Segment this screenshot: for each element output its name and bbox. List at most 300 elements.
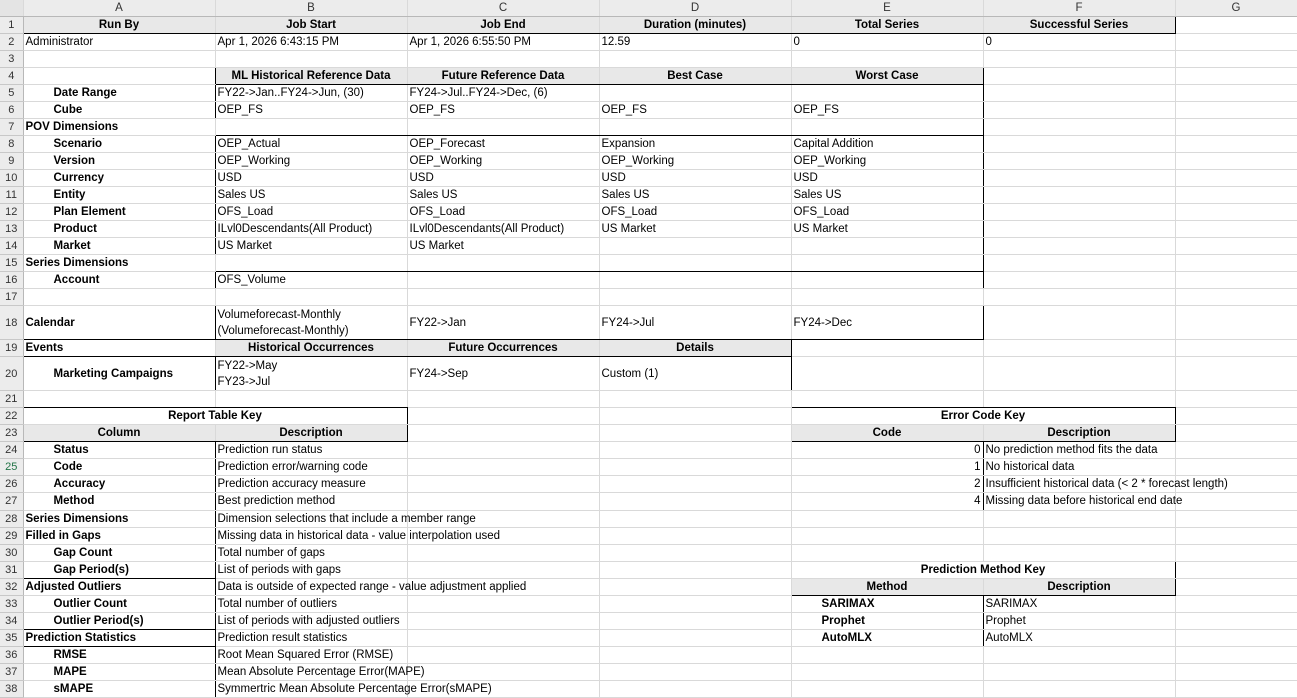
method-desc[interactable]: AutoMLX xyxy=(983,629,1175,646)
column-header-g[interactable]: G xyxy=(1175,0,1297,17)
cell[interactable]: OEP_Forecast xyxy=(407,136,599,153)
error-code[interactable]: 1 xyxy=(791,459,983,476)
cell[interactable] xyxy=(599,680,791,697)
cell[interactable] xyxy=(1175,306,1297,340)
header-cell[interactable]: ML Historical Reference Data xyxy=(215,68,407,85)
key-desc[interactable]: Total number of gaps xyxy=(215,544,407,561)
key-desc[interactable]: List of periods with adjusted outliers xyxy=(215,612,407,629)
cell[interactable] xyxy=(983,51,1175,68)
row-header[interactable]: 31 xyxy=(0,561,23,578)
cell[interactable] xyxy=(983,663,1175,680)
cell[interactable] xyxy=(791,51,983,68)
cell[interactable] xyxy=(791,680,983,697)
column-header-e[interactable]: E xyxy=(791,0,983,17)
cell[interactable]: 12.59 xyxy=(599,34,791,51)
cell[interactable] xyxy=(407,476,599,493)
cell[interactable] xyxy=(407,646,599,663)
cell[interactable] xyxy=(1175,272,1297,289)
error-desc[interactable]: No historical data xyxy=(983,459,1175,476)
header-cell[interactable]: Historical Occurrences xyxy=(215,340,407,357)
method-key-title[interactable]: Prediction Method Key xyxy=(791,561,1175,578)
error-key-title[interactable]: Error Code Key xyxy=(791,408,1175,425)
cell[interactable] xyxy=(1175,17,1297,34)
cell[interactable] xyxy=(983,119,1175,136)
cell[interactable] xyxy=(599,663,791,680)
cell[interactable] xyxy=(791,646,983,663)
error-code[interactable]: 0 xyxy=(791,442,983,459)
row-header[interactable]: 32 xyxy=(0,578,23,595)
row-header[interactable]: 21 xyxy=(0,391,23,408)
cell[interactable] xyxy=(791,119,983,136)
cell[interactable] xyxy=(599,425,791,442)
cell[interactable]: ILvl0Descendants(All Product) xyxy=(215,221,407,238)
cell[interactable]: Apr 1, 2026 6:43:15 PM xyxy=(215,34,407,51)
header-cell[interactable]: Future Occurrences xyxy=(407,340,599,357)
cell[interactable] xyxy=(407,663,599,680)
row-header[interactable]: 23 xyxy=(0,425,23,442)
cell[interactable] xyxy=(983,527,1175,544)
row-header[interactable]: 19 xyxy=(0,340,23,357)
cell[interactable] xyxy=(215,51,407,68)
cell[interactable] xyxy=(1175,544,1297,561)
key-label[interactable]: Series Dimensions xyxy=(23,510,215,527)
label-cell[interactable]: Entity xyxy=(23,187,215,204)
cell[interactable] xyxy=(791,663,983,680)
cell[interactable] xyxy=(791,510,983,527)
cell[interactable]: FY24->Jul..FY24->Dec, (6) xyxy=(407,85,599,102)
key-desc[interactable]: Prediction result statistics xyxy=(215,629,407,646)
row-header[interactable]: 10 xyxy=(0,170,23,187)
label-cell[interactable]: Currency xyxy=(23,170,215,187)
header-cell[interactable]: Duration (minutes) xyxy=(599,17,791,34)
cell[interactable] xyxy=(599,476,791,493)
cell[interactable] xyxy=(23,289,215,306)
cell[interactable] xyxy=(983,187,1175,204)
row-header[interactable]: 24 xyxy=(0,442,23,459)
key-desc[interactable]: List of periods with gaps xyxy=(215,561,407,578)
cell[interactable]: Administrator xyxy=(23,34,215,51)
row-header[interactable]: 20 xyxy=(0,357,23,391)
cell[interactable] xyxy=(983,272,1175,289)
cell[interactable]: ILvl0Descendants(All Product) xyxy=(407,221,599,238)
label-cell[interactable]: Version xyxy=(23,153,215,170)
error-desc[interactable]: Insufficient historical data (< 2 * forecast length) xyxy=(983,476,1175,493)
cell[interactable]: USD xyxy=(791,170,983,187)
cell[interactable] xyxy=(407,425,599,442)
row-header[interactable]: 33 xyxy=(0,595,23,612)
cell[interactable]: OFS_Volume xyxy=(215,272,407,289)
cell[interactable] xyxy=(599,493,791,510)
cell[interactable] xyxy=(983,170,1175,187)
cell[interactable]: OFS_Load xyxy=(791,204,983,221)
cell[interactable] xyxy=(983,136,1175,153)
cell[interactable]: FY24->Sep xyxy=(407,357,599,391)
cell[interactable] xyxy=(599,442,791,459)
cell[interactable] xyxy=(1175,578,1297,595)
row-header[interactable]: 13 xyxy=(0,221,23,238)
cell[interactable] xyxy=(1175,442,1297,459)
header-cell[interactable]: Description xyxy=(983,578,1175,595)
cell[interactable] xyxy=(983,544,1175,561)
cell[interactable] xyxy=(791,85,983,102)
cell[interactable] xyxy=(1175,510,1297,527)
label-cell[interactable]: Plan Element xyxy=(23,204,215,221)
key-label[interactable]: Gap Count xyxy=(23,544,215,561)
label-cell[interactable]: Date Range xyxy=(23,85,215,102)
cell[interactable] xyxy=(1175,459,1297,476)
cell[interactable] xyxy=(215,255,407,272)
label-cell[interactable]: Calendar xyxy=(23,306,215,340)
calendar-source-cell[interactable] xyxy=(215,306,407,340)
key-desc[interactable]: Prediction run status xyxy=(215,442,407,459)
cell[interactable] xyxy=(407,255,599,272)
row-header[interactable]: 37 xyxy=(0,663,23,680)
cell[interactable] xyxy=(215,289,407,306)
section-label[interactable]: POV Dimensions xyxy=(23,119,215,136)
cell[interactable] xyxy=(983,85,1175,102)
key-label[interactable]: Code xyxy=(23,459,215,476)
error-code[interactable]: 2 xyxy=(791,476,983,493)
row-header[interactable]: 8 xyxy=(0,136,23,153)
method-name[interactable]: Prophet xyxy=(791,612,983,629)
row-header[interactable]: 7 xyxy=(0,119,23,136)
error-desc[interactable]: No prediction method fits the data xyxy=(983,442,1175,459)
cell[interactable] xyxy=(1175,170,1297,187)
label-cell[interactable]: Market xyxy=(23,238,215,255)
cell[interactable] xyxy=(1175,221,1297,238)
method-desc[interactable]: SARIMAX xyxy=(983,595,1175,612)
cell[interactable]: Custom (1) xyxy=(599,357,791,391)
header-cell[interactable]: Description xyxy=(215,425,407,442)
cell[interactable]: FY24->Dec xyxy=(791,306,983,340)
cell[interactable] xyxy=(1175,408,1297,425)
row-header[interactable]: 6 xyxy=(0,102,23,119)
cell[interactable] xyxy=(599,527,791,544)
header-cell[interactable]: Job End xyxy=(407,17,599,34)
cell[interactable] xyxy=(1175,680,1297,697)
row-header[interactable]: 3 xyxy=(0,51,23,68)
cell[interactable] xyxy=(1175,357,1297,391)
cell[interactable]: FY22->Jan..FY24->Jun, (30) xyxy=(215,85,407,102)
cell[interactable] xyxy=(983,680,1175,697)
row-header[interactable]: 38 xyxy=(0,680,23,697)
row-header[interactable]: 2 xyxy=(0,34,23,51)
cell[interactable]: OEP_FS xyxy=(599,102,791,119)
cell[interactable] xyxy=(983,646,1175,663)
method-name[interactable]: SARIMAX xyxy=(791,595,983,612)
key-label[interactable]: Method xyxy=(23,493,215,510)
cell[interactable] xyxy=(1175,187,1297,204)
header-cell[interactable]: Details xyxy=(599,340,791,357)
header-cell[interactable]: Future Reference Data xyxy=(407,68,599,85)
cell[interactable] xyxy=(791,340,983,357)
cell[interactable] xyxy=(407,612,599,629)
cell[interactable]: OEP_Actual xyxy=(215,136,407,153)
cell[interactable]: Sales US xyxy=(599,187,791,204)
row-header[interactable]: 14 xyxy=(0,238,23,255)
cell[interactable] xyxy=(791,527,983,544)
cell[interactable]: 0 xyxy=(983,34,1175,51)
row-header[interactable]: 11 xyxy=(0,187,23,204)
cell[interactable]: OFS_Load xyxy=(599,204,791,221)
cell[interactable] xyxy=(407,459,599,476)
row-header[interactable]: 25 xyxy=(0,459,23,476)
label-cell[interactable]: Scenario xyxy=(23,136,215,153)
row-header[interactable]: 18 xyxy=(0,306,23,340)
cell[interactable] xyxy=(1175,629,1297,646)
cell[interactable] xyxy=(791,391,983,408)
cell[interactable]: Apr 1, 2026 6:55:50 PM xyxy=(407,34,599,51)
cell[interactable] xyxy=(599,578,791,595)
row-header[interactable]: 1 xyxy=(0,17,23,34)
cell[interactable] xyxy=(599,238,791,255)
cell[interactable] xyxy=(1175,646,1297,663)
cell[interactable]: USD xyxy=(407,170,599,187)
column-header-d[interactable]: D xyxy=(599,0,791,17)
cell[interactable]: USD xyxy=(599,170,791,187)
column-header-a[interactable]: A xyxy=(23,0,215,17)
cell[interactable] xyxy=(215,391,407,408)
cell[interactable] xyxy=(23,51,215,68)
method-desc[interactable]: Prophet xyxy=(983,612,1175,629)
cell[interactable] xyxy=(407,493,599,510)
cell[interactable]: OEP_Working xyxy=(791,153,983,170)
cell[interactable]: OEP_Working xyxy=(407,153,599,170)
row-header[interactable]: 15 xyxy=(0,255,23,272)
historical-occurrences-cell[interactable] xyxy=(215,357,407,391)
column-header-b[interactable]: B xyxy=(215,0,407,17)
cell[interactable] xyxy=(599,561,791,578)
cell[interactable] xyxy=(407,289,599,306)
row-header[interactable]: 4 xyxy=(0,68,23,85)
key-label[interactable]: MAPE xyxy=(23,663,215,680)
label-cell[interactable]: Product xyxy=(23,221,215,238)
header-cell[interactable]: Description xyxy=(983,425,1175,442)
label-cell[interactable]: Marketing Campaigns xyxy=(23,357,215,391)
cell[interactable]: US Market xyxy=(407,238,599,255)
row-header[interactable]: 9 xyxy=(0,153,23,170)
cell[interactable]: OFS_Load xyxy=(215,204,407,221)
cell[interactable] xyxy=(599,408,791,425)
cell[interactable] xyxy=(599,272,791,289)
cell[interactable]: OEP_Working xyxy=(215,153,407,170)
cell[interactable] xyxy=(407,442,599,459)
row-header[interactable]: 22 xyxy=(0,408,23,425)
header-cell[interactable]: Successful Series xyxy=(983,17,1175,34)
cell[interactable] xyxy=(791,238,983,255)
cell[interactable] xyxy=(1175,255,1297,272)
cell[interactable] xyxy=(1175,595,1297,612)
cell[interactable] xyxy=(791,289,983,306)
cell[interactable] xyxy=(983,255,1175,272)
cell[interactable] xyxy=(1175,153,1297,170)
cell[interactable] xyxy=(1175,340,1297,357)
cell[interactable] xyxy=(1175,238,1297,255)
cell[interactable] xyxy=(407,272,599,289)
cell[interactable] xyxy=(599,510,791,527)
key-desc[interactable]: Total number of outliers xyxy=(215,595,407,612)
cell[interactable] xyxy=(1175,68,1297,85)
cell[interactable]: FY24->Jul xyxy=(599,306,791,340)
cell[interactable]: US Market xyxy=(791,221,983,238)
cell[interactable] xyxy=(983,102,1175,119)
header-cell[interactable]: Column xyxy=(23,425,215,442)
cell[interactable]: Sales US xyxy=(407,187,599,204)
cell[interactable]: Capital Addition xyxy=(791,136,983,153)
cell[interactable] xyxy=(983,289,1175,306)
cell[interactable] xyxy=(983,221,1175,238)
cell[interactable] xyxy=(1175,136,1297,153)
key-desc[interactable]: Prediction error/warning code xyxy=(215,459,407,476)
cell[interactable] xyxy=(983,357,1175,391)
cell[interactable]: 0 xyxy=(791,34,983,51)
header-cell[interactable]: Method xyxy=(791,578,983,595)
cell[interactable]: FY22->Jan xyxy=(407,306,599,340)
cell[interactable] xyxy=(791,357,983,391)
cell[interactable]: OEP_FS xyxy=(215,102,407,119)
cell[interactable] xyxy=(407,629,599,646)
cell[interactable] xyxy=(1175,34,1297,51)
cell[interactable] xyxy=(1175,204,1297,221)
cell[interactable] xyxy=(23,68,215,85)
cell[interactable] xyxy=(407,595,599,612)
cell[interactable] xyxy=(1175,527,1297,544)
column-header-f[interactable]: F xyxy=(983,0,1175,17)
cell[interactable]: Sales US xyxy=(791,187,983,204)
cell[interactable]: OEP_Working xyxy=(599,153,791,170)
cell[interactable] xyxy=(407,119,599,136)
header-cell[interactable]: Run By xyxy=(23,17,215,34)
key-label[interactable]: Status xyxy=(23,442,215,459)
method-name[interactable]: AutoMLX xyxy=(791,629,983,646)
cell[interactable] xyxy=(791,544,983,561)
section-label[interactable]: Series Dimensions xyxy=(23,255,215,272)
cell[interactable] xyxy=(1175,612,1297,629)
label-cell[interactable]: Account xyxy=(23,272,215,289)
cell[interactable] xyxy=(1175,561,1297,578)
cell[interactable] xyxy=(1175,119,1297,136)
cell[interactable] xyxy=(983,68,1175,85)
cell[interactable] xyxy=(407,51,599,68)
cell[interactable] xyxy=(791,255,983,272)
row-header[interactable]: 26 xyxy=(0,476,23,493)
cell[interactable] xyxy=(407,544,599,561)
report-key-title[interactable]: Report Table Key xyxy=(23,408,407,425)
key-desc[interactable]: Prediction accuracy measure xyxy=(215,476,407,493)
cell[interactable] xyxy=(983,153,1175,170)
cell[interactable] xyxy=(983,391,1175,408)
cell[interactable]: OEP_FS xyxy=(407,102,599,119)
key-label[interactable]: Accuracy xyxy=(23,476,215,493)
key-label[interactable]: Gap Period(s) xyxy=(23,561,215,578)
cell[interactable] xyxy=(599,85,791,102)
cell[interactable]: Expansion xyxy=(599,136,791,153)
cell[interactable] xyxy=(1175,663,1297,680)
key-label[interactable]: Prediction Statistics xyxy=(23,629,215,646)
key-label[interactable]: sMAPE xyxy=(23,680,215,697)
cell[interactable] xyxy=(1175,493,1297,510)
key-desc[interactable]: Missing data in historical data - value interpolation used xyxy=(215,527,407,544)
row-header[interactable]: 28 xyxy=(0,510,23,527)
cell[interactable] xyxy=(1175,391,1297,408)
cell[interactable] xyxy=(1175,85,1297,102)
cell[interactable] xyxy=(599,119,791,136)
header-cell[interactable]: Best Case xyxy=(599,68,791,85)
column-header-c[interactable]: C xyxy=(407,0,599,17)
key-label[interactable]: RMSE xyxy=(23,646,215,663)
row-header[interactable]: 12 xyxy=(0,204,23,221)
key-desc[interactable]: Symmertric Mean Absolute Percentage Error(sMAPE) xyxy=(215,680,407,697)
row-header[interactable]: 35 xyxy=(0,629,23,646)
key-label[interactable]: Filled in Gaps xyxy=(23,527,215,544)
cell[interactable] xyxy=(599,459,791,476)
key-label[interactable]: Outlier Count xyxy=(23,595,215,612)
header-cell[interactable]: Code xyxy=(791,425,983,442)
cell[interactable] xyxy=(407,391,599,408)
key-label[interactable]: Adjusted Outliers xyxy=(23,578,215,595)
cell[interactable] xyxy=(215,119,407,136)
cell[interactable]: OFS_Load xyxy=(407,204,599,221)
cell[interactable] xyxy=(407,561,599,578)
row-header[interactable]: 5 xyxy=(0,85,23,102)
row-header[interactable]: 16 xyxy=(0,272,23,289)
key-desc[interactable]: Mean Absolute Percentage Error(MAPE) xyxy=(215,663,407,680)
cell[interactable] xyxy=(1175,425,1297,442)
cell[interactable] xyxy=(791,272,983,289)
row-header[interactable]: 29 xyxy=(0,527,23,544)
cell[interactable] xyxy=(983,204,1175,221)
cell[interactable] xyxy=(983,238,1175,255)
cell[interactable] xyxy=(599,51,791,68)
cell[interactable] xyxy=(407,408,599,425)
header-cell[interactable]: Total Series xyxy=(791,17,983,34)
row-header[interactable]: 36 xyxy=(0,646,23,663)
cell[interactable] xyxy=(599,544,791,561)
row-header[interactable]: 30 xyxy=(0,544,23,561)
cell[interactable]: US Market xyxy=(215,238,407,255)
header-cell[interactable]: Job Start xyxy=(215,17,407,34)
cell[interactable]: US Market xyxy=(599,221,791,238)
error-desc[interactable]: Missing data before historical end date xyxy=(983,493,1175,510)
error-code[interactable]: 4 xyxy=(791,493,983,510)
label-cell[interactable]: Cube xyxy=(23,102,215,119)
cell[interactable]: USD xyxy=(215,170,407,187)
cell[interactable]: Sales US xyxy=(215,187,407,204)
cell[interactable] xyxy=(983,306,1175,340)
cell[interactable] xyxy=(1175,289,1297,306)
cell[interactable] xyxy=(1175,102,1297,119)
cell[interactable] xyxy=(23,391,215,408)
key-desc[interactable]: Data is outside of expected range - value adjustment applied xyxy=(215,578,407,595)
header-cell[interactable]: Worst Case xyxy=(791,68,983,85)
cell[interactable] xyxy=(1175,51,1297,68)
cell[interactable] xyxy=(599,629,791,646)
section-label[interactable]: Events xyxy=(23,340,215,357)
cell[interactable] xyxy=(983,510,1175,527)
cell[interactable]: OEP_FS xyxy=(791,102,983,119)
cell[interactable] xyxy=(599,595,791,612)
key-desc[interactable]: Dimension selections that include a member range xyxy=(215,510,407,527)
cell[interactable] xyxy=(599,612,791,629)
row-header[interactable]: 27 xyxy=(0,493,23,510)
cell[interactable] xyxy=(599,255,791,272)
key-desc[interactable]: Best prediction method xyxy=(215,493,407,510)
cell[interactable] xyxy=(599,289,791,306)
key-label[interactable]: Outlier Period(s) xyxy=(23,612,215,629)
row-header[interactable]: 17 xyxy=(0,289,23,306)
key-desc[interactable]: Root Mean Squared Error (RMSE) xyxy=(215,646,407,663)
cell[interactable] xyxy=(983,340,1175,357)
